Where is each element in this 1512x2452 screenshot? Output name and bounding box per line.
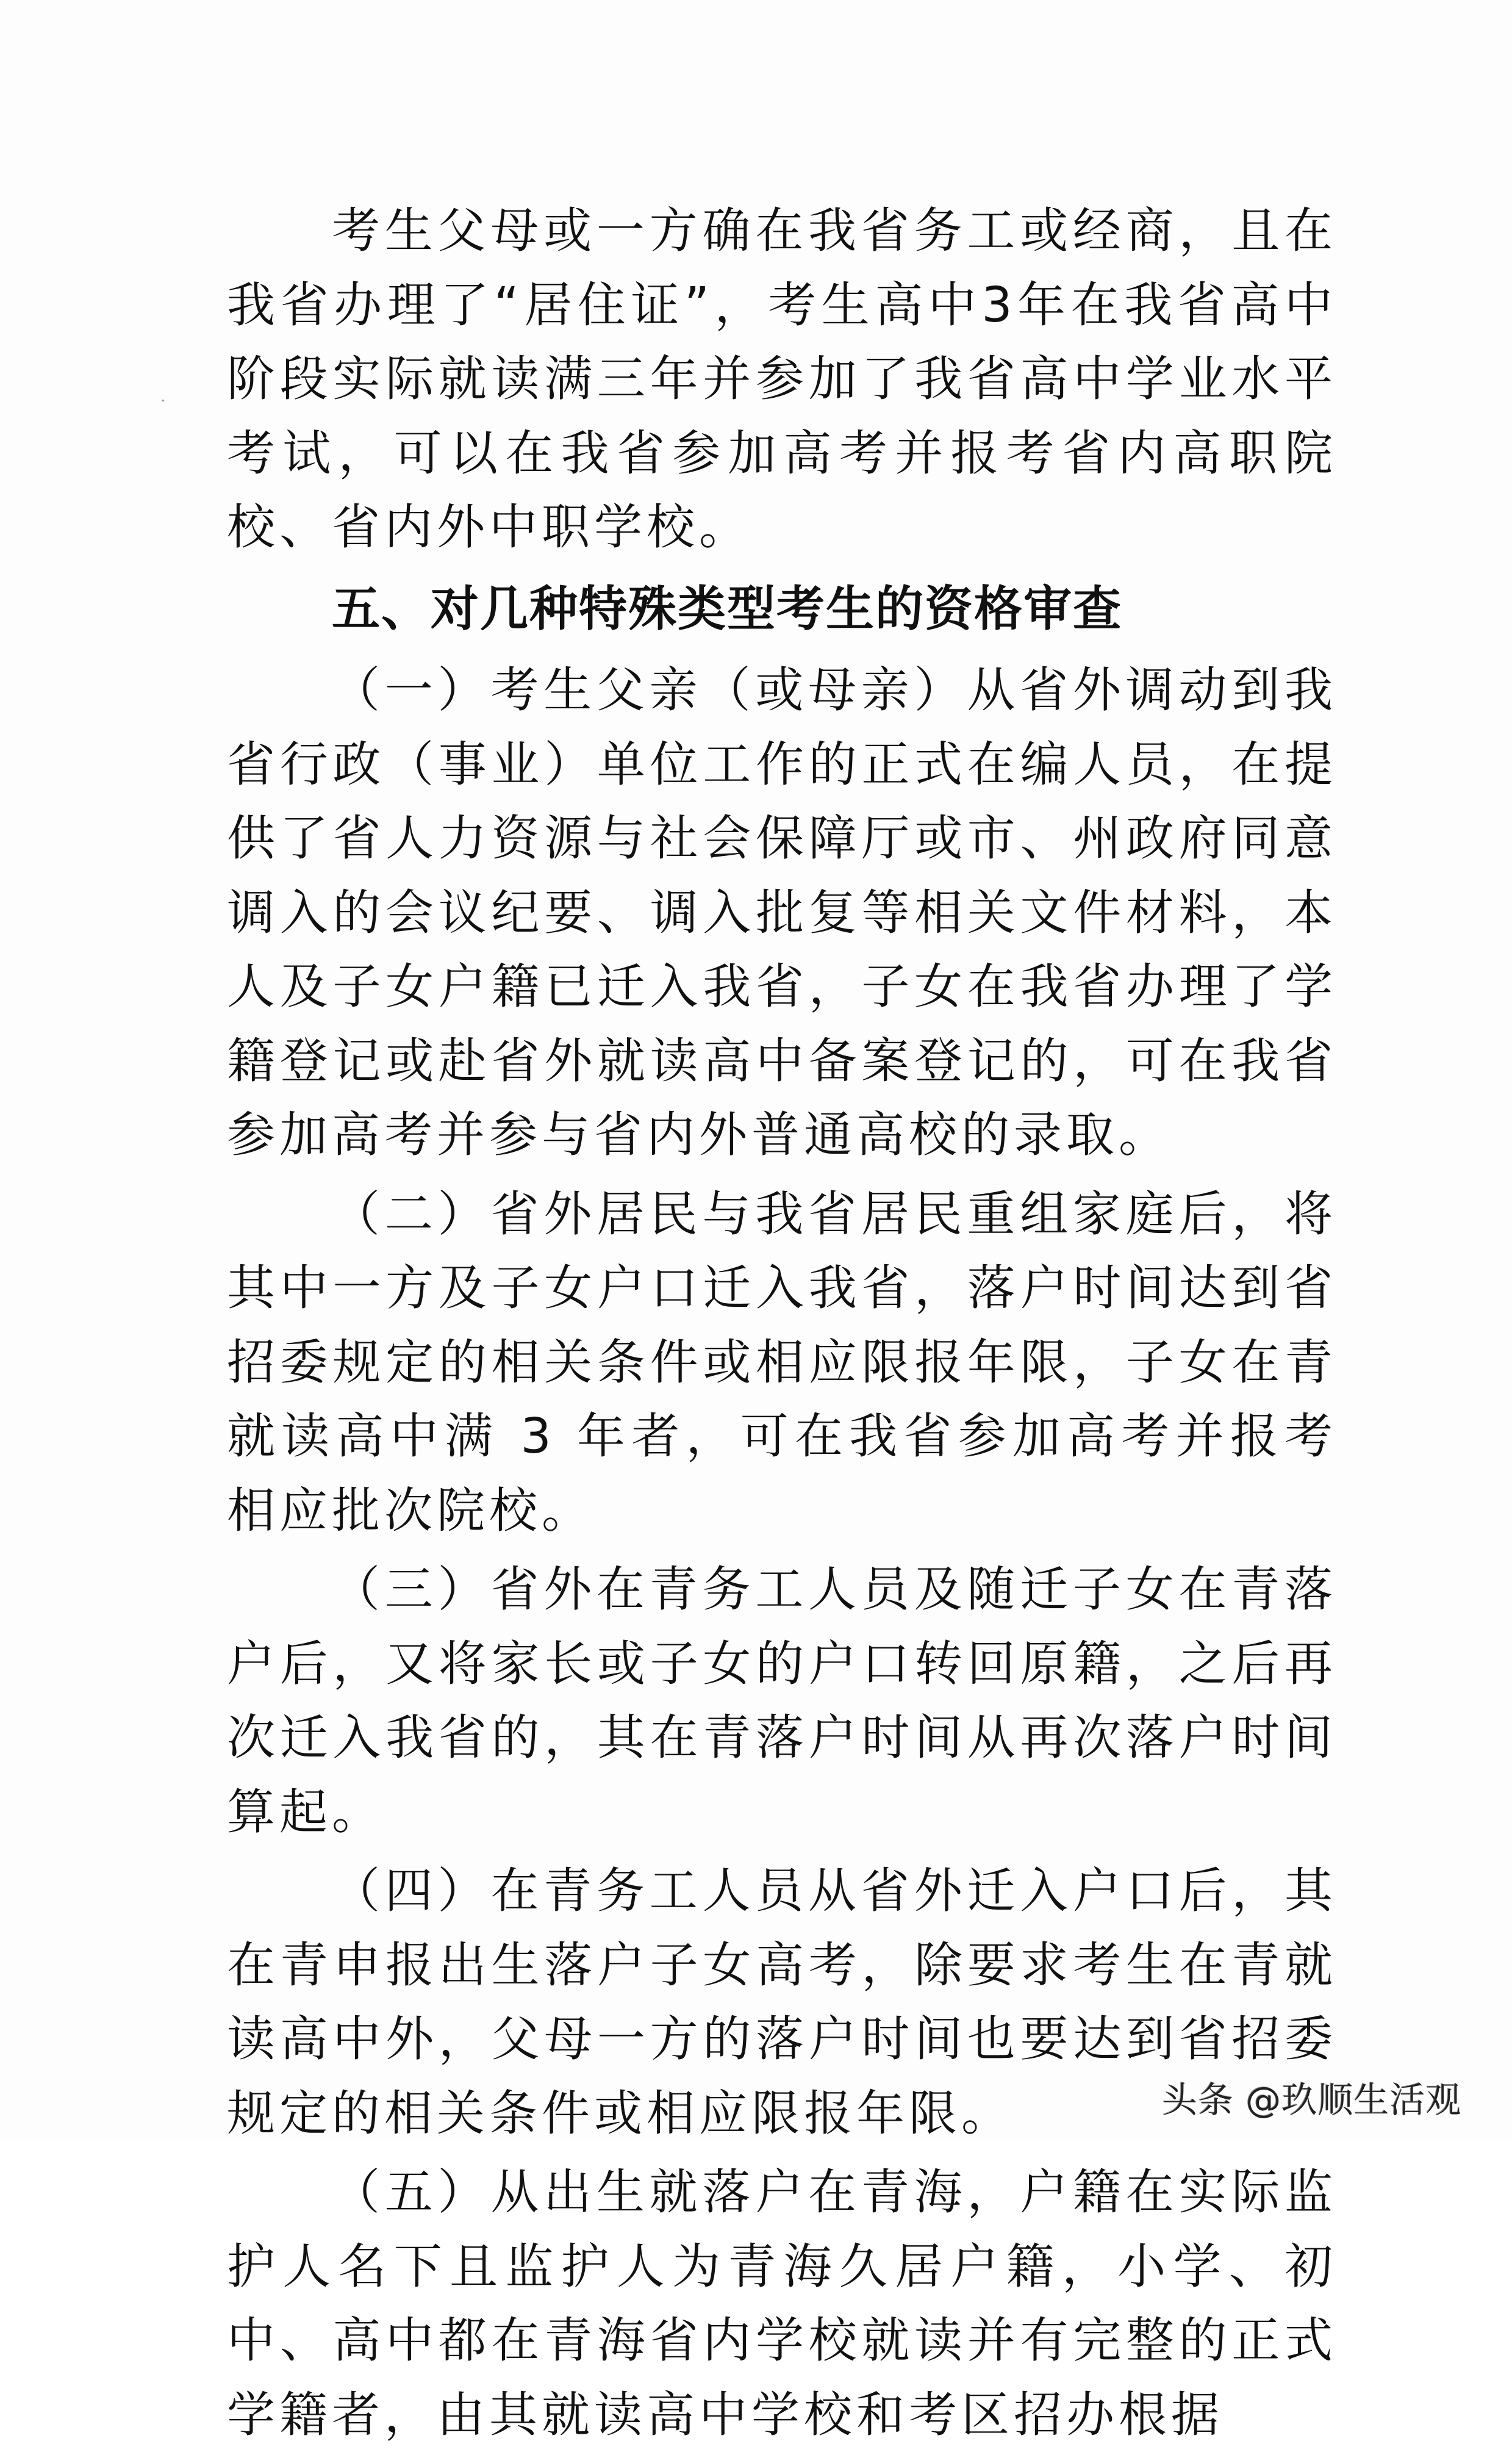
item-paragraph-5 xyxy=(227,2155,1337,2452)
item-label: （三） xyxy=(332,1561,491,1617)
item-text: 省外在青务工人员及随迁子女在青落户后，又将家长或子女的户口转回原籍，之后再次迁入我省的，其在青落户时间从再次落户时间算起。 xyxy=(227,1561,1338,1840)
item-paragraph-2 xyxy=(227,1177,1337,1548)
item-text: 从出生就落户在青海，户籍在实际监护人名下且监护人为青海久居户籍，小学、初中、高中都在青海省内学校就读并有完整的正式学籍者，由其就读高中学校和考区招办根据 xyxy=(227,2164,1338,2443)
item-paragraph-3 xyxy=(227,1553,1337,1849)
intro-paragraph: 考生父母或一方确在我省务工或经商，且在我省办理了“居住证”，考生高中3年在我省高中阶段实际就读满三年并参加了我省高中学业水平考试，可以在我省参加高考并报考省内高职院校、省内外中职学校。 xyxy=(227,203,1337,555)
item-text: 省外居民与我省居民重组家庭后，将其中一方及子女户口迁入我省，落户时间达到省招委规定的相关条件或相应限报年限，子女在青就读高中满 3 年者，可在我省参加高考并报考相应批次院校。 xyxy=(227,1185,1338,1539)
item-text: 考生父亲（或母亲）从省外调动到我省行政（事业）单位工作的正式在编人员，在提供了省人力资源与社会保障厅或市、州政府同意调入的会议纪要、调入批复等相关文件材料，本人及子女户籍已迁入我省，子女在我省办理了学籍登记或赴省外就读高中备案登记的，可在我省参加高考并参与省内外普通高校的录取。 xyxy=(227,662,1338,1163)
item-label: （一） xyxy=(332,662,491,718)
item-label: （四） xyxy=(332,1863,491,1919)
section-heading: 五、对几种特殊类型考生的资格审查 xyxy=(332,580,1122,637)
item-text: 在青务工人员从省外迁入户口后，其在青申报出生落户子女高考，除要求考生在青就读高中外，父母一方的落户时间也要达到省招委规定的相关条件或相应限报年限。 xyxy=(227,1863,1338,2141)
watermark: 头条 @玖顺生活观 xyxy=(1162,2079,1462,2121)
scan-speck xyxy=(162,400,164,401)
item-paragraph-1 xyxy=(227,653,1337,1173)
item-label: （五） xyxy=(332,2164,491,2220)
item-label: （二） xyxy=(332,1185,491,1242)
